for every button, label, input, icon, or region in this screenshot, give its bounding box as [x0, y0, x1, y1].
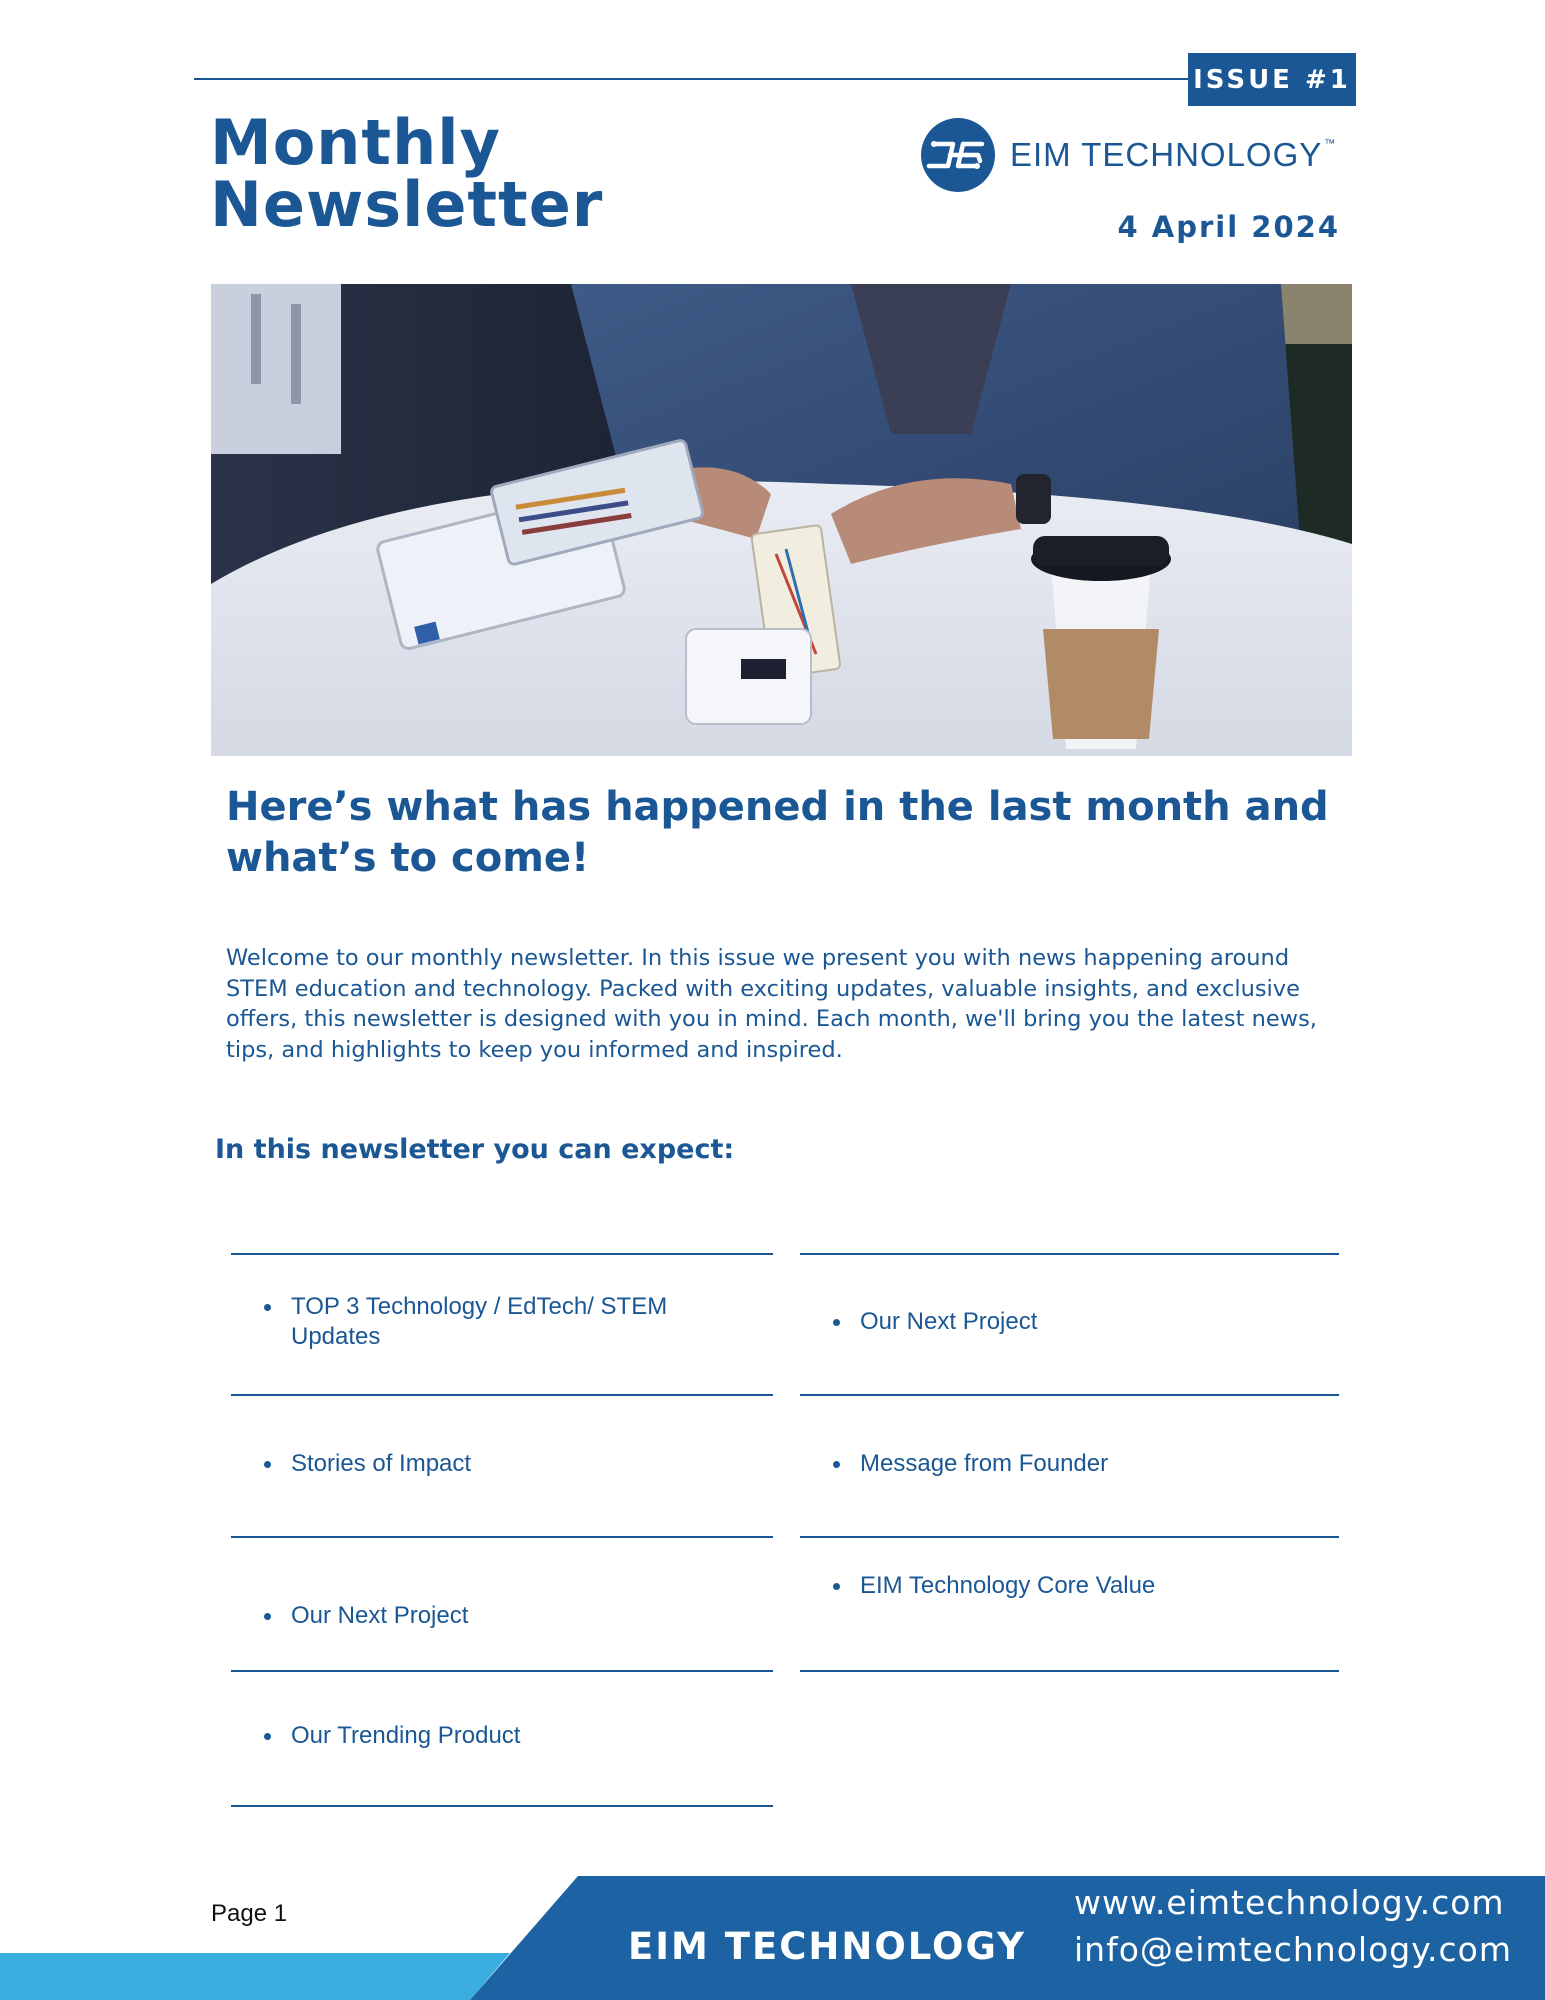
hero-photo	[211, 284, 1352, 756]
circuit-logo-icon	[920, 117, 996, 193]
divider	[231, 1394, 773, 1396]
footer-brand: EIM TECHNOLOGY	[628, 1925, 1026, 1968]
topic-label: Our Next Project	[291, 1602, 469, 1629]
topic-label: Message from Founder	[860, 1450, 1109, 1477]
bullet-icon	[264, 1733, 271, 1740]
trademark-mark: ™	[1324, 138, 1337, 150]
brand-name-text: EIM TECHNOLOGY	[1010, 136, 1323, 173]
bullet-icon	[264, 1613, 271, 1620]
divider	[231, 1536, 773, 1538]
page-number: Page 1	[211, 1900, 288, 1927]
topic-item-trending-product	[264, 1721, 724, 1751]
topic-label: Our Next Project	[860, 1308, 1038, 1335]
divider	[800, 1536, 1339, 1538]
topic-item-top-updates	[264, 1292, 724, 1352]
header-rule	[194, 78, 1194, 80]
divider	[800, 1253, 1339, 1255]
topic-item-stories-of-impact	[264, 1449, 724, 1479]
section-headline: Here’s what has happened in the last month and what’s to come!	[226, 784, 1329, 881]
topic-item-founder-message	[833, 1449, 1303, 1479]
title-line-1: Monthly	[210, 106, 501, 179]
bullet-icon	[264, 1304, 271, 1311]
divider	[231, 1670, 773, 1672]
topic-item-next-project-2	[833, 1307, 1303, 1337]
brand-name	[1010, 136, 1336, 174]
footer-website-link[interactable]: www.eimtechnology.com	[1074, 1883, 1505, 1922]
bullet-icon	[833, 1583, 840, 1590]
topic-label: Our Trending Product	[291, 1722, 521, 1749]
title-line-2: Newsletter	[210, 168, 604, 241]
divider	[800, 1670, 1339, 1672]
divider	[231, 1253, 773, 1255]
footer-email-link[interactable]: info@eimtechnology.com	[1074, 1930, 1513, 1969]
issue-date: 4 April 2024	[1117, 210, 1340, 244]
intro-paragraph: Welcome to our monthly newsletter. In this issue we present you with news happening around STEM education and technology. Packed with exciting updates, valuable insights, and exclusive offers, this newsletter is designed with you in mind. Each month, we'll bring you the latest news, tips, and highlights to keep you informed and inspired.	[226, 945, 1317, 1063]
topic-item-next-project	[264, 1601, 724, 1631]
topic-label: EIM Technology Core Value	[860, 1572, 1156, 1599]
divider	[231, 1805, 773, 1807]
bullet-icon	[833, 1319, 840, 1326]
issue-badge: ISSUE #1	[1188, 53, 1356, 106]
divider	[800, 1394, 1339, 1396]
brand-logo	[920, 116, 1336, 194]
newsletter-title	[210, 106, 604, 241]
topic-item-core-value	[833, 1571, 1303, 1601]
expect-heading: In this newsletter you can expect:	[215, 1134, 735, 1165]
topic-label: TOP 3 Technology / EdTech/ STEM Updates	[291, 1293, 668, 1350]
topic-label: Stories of Impact	[291, 1450, 472, 1477]
bullet-icon	[833, 1461, 840, 1468]
bullet-icon	[264, 1461, 271, 1468]
